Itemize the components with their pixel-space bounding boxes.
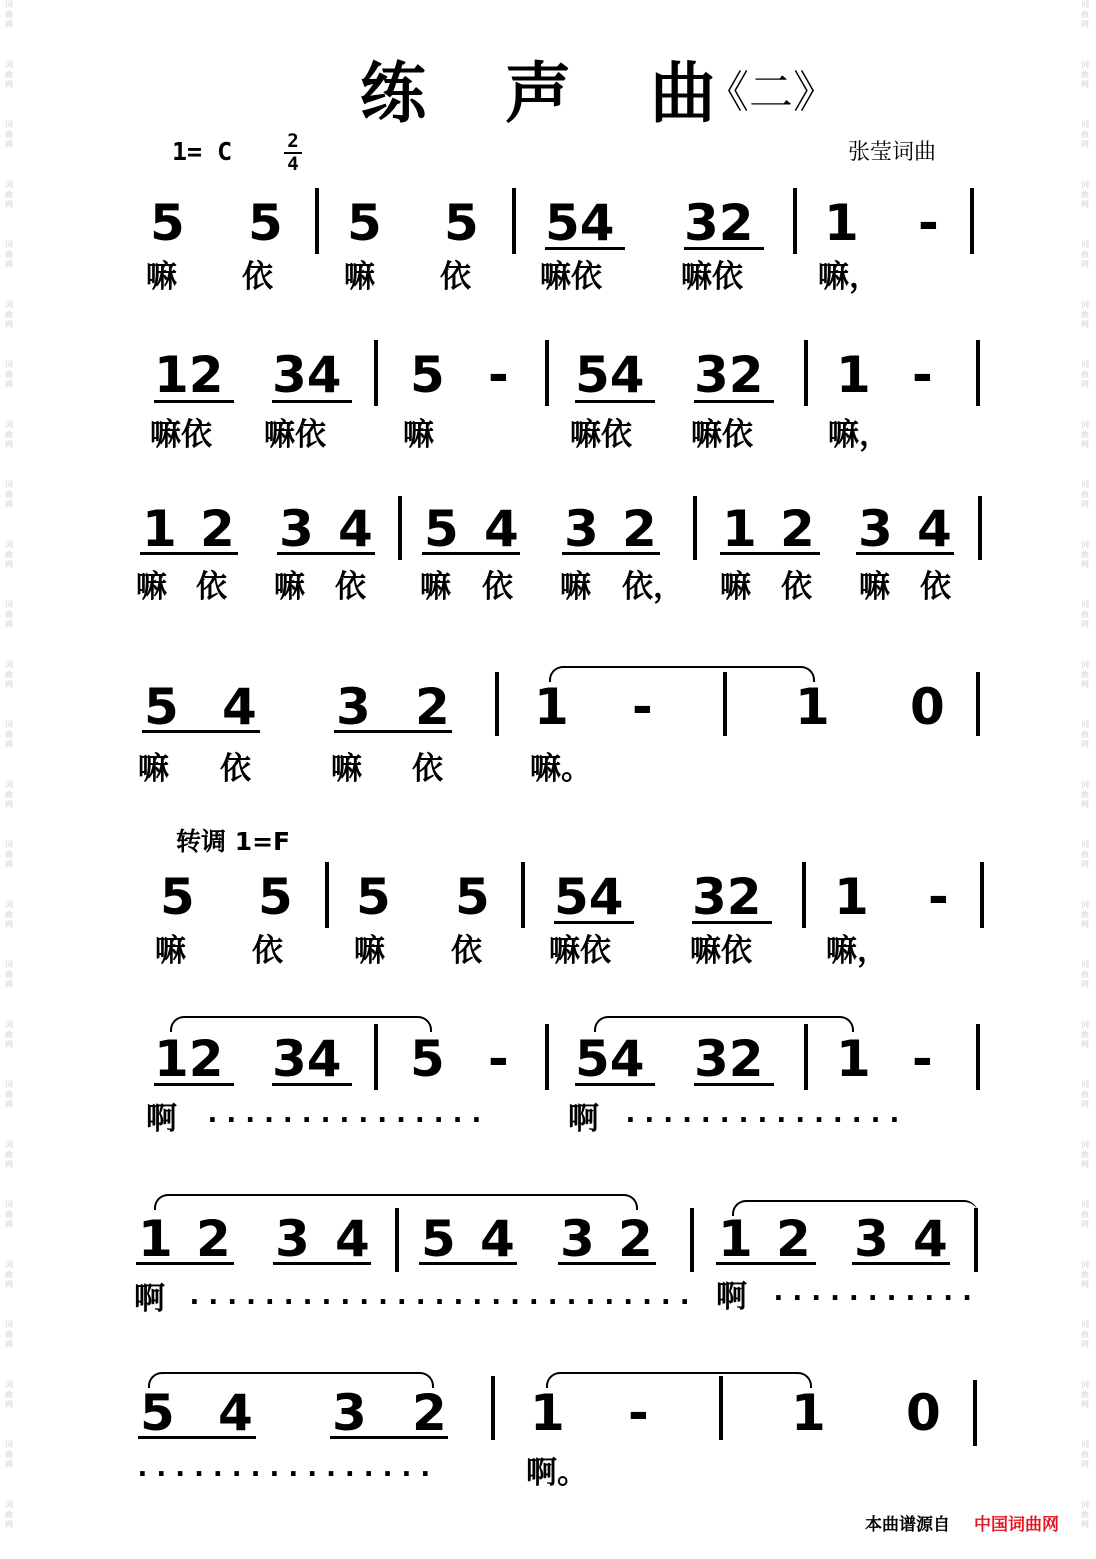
watermark-mark: 词 曲 网 (1081, 0, 1089, 29)
note: 4 (222, 678, 257, 736)
key-signature: 1= C (172, 137, 233, 166)
lyric: 依 (920, 569, 951, 605)
note: 2 (415, 678, 450, 736)
note-group: 12 (154, 1030, 224, 1088)
bar-line (802, 862, 806, 928)
watermark-mark: 词 曲 网 (5, 1260, 13, 1289)
note: 5 (410, 346, 445, 404)
watermark-mark: 词 曲 网 (1081, 1380, 1089, 1409)
watermark-mark: 词 曲 网 (1081, 1440, 1089, 1469)
watermark-mark: 词 曲 网 (1081, 1020, 1089, 1049)
lyric: 嘛 (344, 259, 375, 295)
eighth-underline (856, 552, 954, 555)
note: 2 (776, 1210, 811, 1268)
watermark-mark: 词 曲 网 (1081, 720, 1089, 749)
eighth-underline (277, 552, 375, 555)
watermark-mark: 词 曲 网 (5, 360, 13, 389)
eighth-underline (138, 1436, 256, 1439)
bar-line (974, 1208, 978, 1272)
lyric: 嘛 (403, 417, 434, 453)
note: 4 (484, 500, 519, 558)
tie-slur (148, 1372, 434, 1388)
eighth-underline (334, 730, 452, 733)
note: 2 (200, 500, 235, 558)
eighth-underline (154, 1083, 234, 1086)
note: 3 (275, 1210, 310, 1268)
note-group: 54 (575, 1030, 645, 1088)
watermark-mark: 词 曲 网 (1081, 840, 1089, 869)
note: 1 (138, 1210, 173, 1268)
eighth-underline (694, 1083, 774, 1086)
eighth-underline (422, 552, 520, 555)
song-title-number: 《二》 (705, 67, 837, 118)
watermark-mark: 词 曲 网 (1081, 1500, 1089, 1529)
watermark-mark: 词 曲 网 (5, 300, 13, 329)
note-group: 32 (692, 868, 762, 926)
note: 1 (722, 500, 757, 558)
watermark-mark: 词 曲 网 (5, 1200, 13, 1229)
eighth-underline (272, 1083, 352, 1086)
eighth-underline (136, 1262, 234, 1265)
watermark-mark: 词 曲 网 (5, 720, 13, 749)
lyric: 嘛， (818, 259, 880, 295)
watermark-mark: 词 曲 网 (1081, 1140, 1089, 1169)
song-title: 练 声 曲 (360, 55, 744, 132)
note: 4 (913, 1210, 948, 1268)
watermark-mark: 词 曲 网 (1081, 960, 1089, 989)
bar-line (978, 496, 982, 560)
dash: - (918, 194, 939, 252)
watermark-mark: 词 曲 网 (1081, 360, 1089, 389)
composer-credit: 张莹词曲 (848, 140, 937, 165)
note: 5 (424, 500, 459, 558)
bar-line (719, 1376, 723, 1440)
bar-line (973, 1380, 977, 1446)
note: 3 (560, 1210, 595, 1268)
watermark-mark: 词 曲 网 (5, 1500, 13, 1529)
watermark-mark: 词 曲 网 (5, 1380, 13, 1409)
right-watermark-strip (1076, 0, 1094, 1559)
watermark-mark: 词 曲 网 (5, 900, 13, 929)
eighth-underline (720, 552, 820, 555)
watermark-mark: 词 曲 网 (1081, 1080, 1089, 1109)
note: 1 (834, 868, 869, 926)
bar-line (545, 340, 549, 406)
note: 0 (906, 1384, 941, 1442)
eighth-underline (419, 1262, 517, 1265)
watermark-mark: 词 曲 网 (5, 120, 13, 149)
bar-line (512, 188, 516, 254)
watermark-mark: 词 曲 网 (1081, 180, 1089, 209)
bar-line (804, 1024, 808, 1090)
bar-line (315, 188, 319, 254)
eighth-underline (154, 400, 234, 403)
note: 3 (336, 678, 371, 736)
note: 2 (780, 500, 815, 558)
watermark-mark: 词 曲 网 (5, 480, 13, 509)
watermark-mark: 词 曲 网 (1081, 420, 1089, 449)
eighth-underline (562, 552, 660, 555)
melisma-dots: ················ (134, 1457, 436, 1490)
watermark-mark: 词 曲 网 (1081, 480, 1089, 509)
note: 4 (480, 1210, 515, 1268)
bar-line (521, 862, 525, 928)
eighth-underline (852, 1262, 950, 1265)
watermark-mark: 词 曲 网 (1081, 1260, 1089, 1289)
dash: - (912, 1030, 933, 1088)
site-name-link[interactable]: 中国词曲网 (974, 1515, 1059, 1535)
eighth-underline (272, 400, 352, 403)
note: 5 (150, 194, 185, 252)
watermark-mark: 词 曲 网 (5, 1080, 13, 1109)
melisma-dots: ··············· (622, 1103, 905, 1136)
note: 1 (534, 678, 569, 736)
watermark-mark: 词 曲 网 (1081, 1200, 1089, 1229)
dash: - (488, 1030, 509, 1088)
lyric: 嘛 (274, 569, 305, 605)
lyric: 嘛依 (540, 259, 602, 295)
eighth-underline (142, 730, 260, 733)
eighth-underline (692, 921, 772, 924)
note: 5 (410, 1030, 445, 1088)
lyric: 嘛依 (681, 259, 743, 295)
note: 3 (279, 500, 314, 558)
lyric: 啊 (568, 1101, 599, 1137)
watermark-mark: 词 曲 网 (1081, 900, 1089, 929)
note-group: 54 (545, 194, 615, 252)
bar-line (395, 1208, 399, 1272)
note: 0 (910, 678, 945, 736)
watermark-mark: 词 曲 网 (5, 240, 13, 269)
eighth-underline (554, 921, 634, 924)
eighth-underline (575, 1083, 655, 1086)
note: 4 (218, 1384, 253, 1442)
bar-line (976, 672, 980, 736)
lyric: 嘛依 (691, 417, 753, 453)
eighth-underline (273, 1262, 371, 1265)
tie-slur (546, 1372, 812, 1388)
watermark-mark: 词 曲 网 (1081, 540, 1089, 569)
lyric: 啊 (134, 1281, 165, 1317)
time-signature (284, 132, 302, 174)
lyric: 嘛 (560, 569, 591, 605)
watermark-mark: 词 曲 网 (1081, 300, 1089, 329)
note-group: 34 (272, 346, 342, 404)
lyric: 依 (196, 569, 227, 605)
eighth-underline (694, 400, 774, 403)
bar-line (723, 672, 727, 736)
note: 3 (858, 500, 893, 558)
watermark-mark: 词 曲 网 (5, 840, 13, 869)
watermark-mark: 词 曲 网 (1081, 780, 1089, 809)
eighth-underline (575, 400, 655, 403)
lyric: 嘛， (828, 417, 890, 453)
bar-line (976, 340, 980, 406)
bar-line (325, 862, 329, 928)
note: 5 (144, 678, 179, 736)
lyric: 依 (451, 933, 482, 969)
watermark-mark: 词 曲 网 (5, 780, 13, 809)
lyric: 嘛 (720, 569, 751, 605)
eighth-underline (716, 1262, 816, 1265)
watermark-mark: 词 曲 网 (5, 1020, 13, 1049)
note-group: 54 (575, 346, 645, 404)
note: 5 (455, 868, 490, 926)
lyric: 依 (440, 259, 471, 295)
note: 5 (160, 868, 195, 926)
watermark-mark: 词 曲 网 (1081, 120, 1089, 149)
watermark-mark: 词 曲 网 (1081, 60, 1089, 89)
eighth-underline (140, 552, 238, 555)
watermark-mark: 词 曲 网 (1081, 600, 1089, 629)
note: 2 (622, 500, 657, 558)
left-watermark-strip (0, 0, 18, 1559)
lyric: 嘛依 (690, 933, 752, 969)
note: 5 (248, 194, 283, 252)
watermark-mark: 词 曲 网 (1081, 1320, 1089, 1349)
note-group: 32 (694, 1030, 764, 1088)
bar-line (690, 1208, 694, 1272)
lyric: 依 (482, 569, 513, 605)
lyric: 依 (252, 933, 283, 969)
dash: - (912, 346, 933, 404)
lyric: 依 (781, 569, 812, 605)
note: 3 (564, 500, 599, 558)
note: 3 (854, 1210, 889, 1268)
lyric: 嘛依 (570, 417, 632, 453)
note: 1 (836, 1030, 871, 1088)
lyric: 嘛 (136, 569, 167, 605)
time-signature-top: 2 (287, 130, 299, 152)
watermark-mark: 词 曲 网 (5, 660, 13, 689)
bar-line (793, 188, 797, 254)
note-group: 34 (272, 1030, 342, 1088)
note: 4 (335, 1210, 370, 1268)
bar-line (970, 188, 974, 254)
watermark-mark: 词 曲 网 (5, 0, 13, 29)
watermark-mark: 词 曲 网 (5, 1320, 13, 1349)
watermark-mark: 词 曲 网 (1081, 660, 1089, 689)
lyric: 啊 (716, 1279, 747, 1315)
dash: - (488, 346, 509, 404)
note: 1 (836, 346, 871, 404)
note: 1 (824, 194, 859, 252)
lyric: 啊。 (526, 1455, 588, 1491)
lyric: 嘛 (354, 933, 385, 969)
bar-line (980, 862, 984, 928)
bar-line (545, 1024, 549, 1090)
note: 5 (258, 868, 293, 926)
bar-line (693, 496, 697, 560)
note: 4 (338, 500, 373, 558)
note: 2 (196, 1210, 231, 1268)
note: 4 (917, 500, 952, 558)
note: 5 (140, 1384, 175, 1442)
note: 5 (356, 868, 391, 926)
melisma-dots: ··························· (186, 1285, 696, 1318)
lyric: 嘛， (826, 933, 888, 969)
lyric: 啊 (146, 1101, 177, 1137)
dash: - (632, 678, 653, 736)
watermark-mark: 词 曲 网 (5, 1140, 13, 1169)
watermark-mark: 词 曲 网 (1081, 240, 1089, 269)
watermark-mark: 词 曲 网 (5, 600, 13, 629)
watermark-mark: 词 曲 网 (5, 960, 13, 989)
lyric: 嘛依 (264, 417, 326, 453)
eighth-underline (330, 1436, 448, 1439)
note-group: 54 (554, 868, 624, 926)
watermark-mark: 词 曲 网 (5, 540, 13, 569)
bar-line (804, 340, 808, 406)
eighth-underline (558, 1262, 656, 1265)
note: 5 (421, 1210, 456, 1268)
lyric: 嘛。 (530, 751, 592, 787)
note: 5 (444, 194, 479, 252)
lyric: 依 (242, 259, 273, 295)
note: 1 (718, 1210, 753, 1268)
note: 3 (332, 1384, 367, 1442)
note: 1 (795, 678, 830, 736)
lyric: 嘛 (331, 751, 362, 787)
dash: - (628, 1384, 649, 1442)
watermark-mark: 词 曲 网 (5, 180, 13, 209)
note-group: 32 (694, 346, 764, 404)
watermark-mark: 词 曲 网 (5, 60, 13, 89)
lyric: 依 (220, 751, 251, 787)
modulation-marker: 转调 1=F (176, 827, 291, 856)
source-label: 本曲谱源自 (865, 1515, 950, 1535)
lyric: 嘛依 (549, 933, 611, 969)
note-group: 12 (154, 346, 224, 404)
lyric: 依， (622, 569, 684, 605)
bar-line (374, 1024, 378, 1090)
tie-slur (549, 666, 815, 682)
eighth-underline (684, 247, 764, 250)
lyric: 嘛依 (150, 417, 212, 453)
melisma-dots: ··············· (204, 1103, 487, 1136)
melisma-dots: ··········· (770, 1281, 978, 1314)
watermark-mark: 词 曲 网 (5, 420, 13, 449)
lyric: 依 (335, 569, 366, 605)
note: 1 (142, 500, 177, 558)
note: 1 (530, 1384, 565, 1442)
time-signature-bottom: 4 (287, 153, 299, 175)
lyric: 依 (412, 751, 443, 787)
watermark-mark: 词 曲 网 (5, 1440, 13, 1469)
lyric: 嘛 (859, 569, 890, 605)
lyric: 嘛 (146, 259, 177, 295)
note: 2 (412, 1384, 447, 1442)
note-group: 32 (684, 194, 754, 252)
eighth-underline (545, 247, 625, 250)
bar-line (495, 672, 499, 736)
note: 5 (347, 194, 382, 252)
bar-line (976, 1024, 980, 1090)
lyric: 嘛 (420, 569, 451, 605)
lyric: 嘛 (138, 751, 169, 787)
note: 2 (618, 1210, 653, 1268)
bar-line (374, 340, 378, 406)
bar-line (398, 496, 402, 560)
lyric: 嘛 (155, 933, 186, 969)
dash: - (928, 868, 949, 926)
bar-line (491, 1376, 495, 1440)
note: 1 (791, 1384, 826, 1442)
